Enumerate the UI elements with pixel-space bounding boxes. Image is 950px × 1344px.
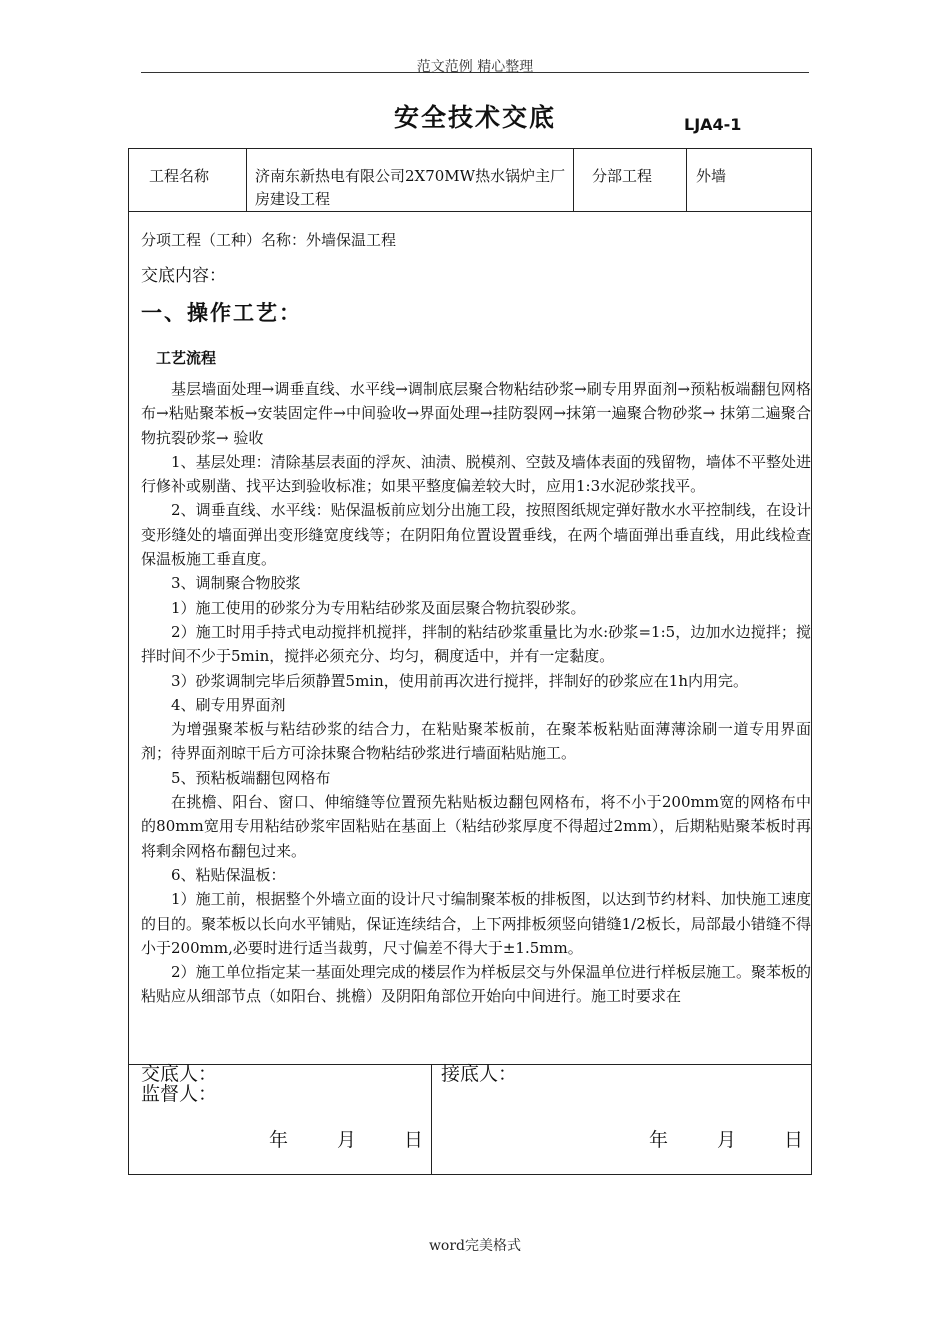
supervisor-label: 监督人：: [141, 1083, 218, 1105]
division-label: 分部工程: [592, 167, 653, 185]
header-rule: [141, 72, 809, 73]
briefing-table: [128, 148, 812, 1175]
paragraph: 4、刷专用界面剂: [171, 695, 286, 714]
subitem-name: 分项工程（工种）名称：外墙保温工程: [141, 231, 397, 249]
paragraph: 3、调制聚合物胶浆: [171, 574, 301, 593]
content-body: [141, 377, 811, 1009]
paragraph: 为增强聚苯板与粘结砂浆的结合力，在粘贴聚苯板前，在聚苯板粘贴面薄薄涂刷一道专用界面剂；待界面剂晾干后方可涂抹聚合物粘结砂浆进行墙面粘贴施工。: [141, 720, 811, 763]
paragraph: 1）施工使用的砂浆分为专用粘结砂浆及面层聚合物抗裂砂浆。: [171, 598, 586, 617]
page-footer: word完美格式: [428, 1238, 522, 1254]
col-divider: [573, 149, 574, 211]
presenter-label: 交底人：: [141, 1063, 218, 1085]
paragraph: 在挑檐、阳台、窗口、伸缩缝等位置预先粘贴板边翻包网格布，将不小于200mm宽的网格布中的80mm宽用专用粘结砂浆牢固粘贴在基面上（粘结砂浆厚度不得超过2mm），后期粘贴聚苯板时再将剩余网格布翻包过来。: [141, 793, 811, 860]
paragraph: 2）施工时用手持式电动搅拌机搅拌，拌制的粘结砂浆重量比为水:砂浆=1:5，边加水边搅拌；搅拌时间不少于5min，搅拌必须充分、均匀，稠度适中，并有一定黏度。: [141, 622, 811, 666]
paragraph: 5、预粘板端翻包网格布: [171, 768, 331, 787]
date-day: 日: [784, 1129, 804, 1151]
document-title: 安全技术交底: [393, 103, 556, 132]
date-day: 日: [404, 1129, 424, 1151]
project-name-label: 工程名称: [149, 167, 210, 185]
date-month: 月: [717, 1129, 737, 1151]
col-divider: [246, 149, 247, 211]
paragraph: 3）砂浆调制完毕后须静置5min，使用前再次进行搅拌，拌制好的砂浆应在1h内用完。: [171, 671, 748, 690]
date-month: 月: [337, 1129, 357, 1151]
paragraph: 1、基层处理：清除基层表面的浮灰、油渍、脱模剂、空鼓及墙体表面的残留物，墙体不平整处进行修补或剔凿、找平达到验收标准；如果平整度偏差较大时，应用1:3水泥砂浆找平。: [141, 452, 811, 496]
content-label: 交底内容：: [141, 266, 226, 286]
date-year: 年: [649, 1129, 669, 1151]
section-title: 一、操作工艺：: [141, 300, 302, 325]
process-flow-heading: 工艺流程: [156, 349, 217, 367]
row-divider: [129, 211, 811, 212]
paragraph: 2）施工单位指定某一基面处理完成的楼层作为样板层交与外保温单位进行样板层施工。聚苯板的粘贴应从细部节点（如阳台、挑檐）及阴阳角部位开始向中间进行。施工时要求在: [141, 963, 811, 1006]
paragraph: 1）施工前，根据整个外墙立面的设计尺寸编制聚苯板的排板图，以达到节约材料、加快施工速度的目的。聚苯板以长向水平铺贴，保证连续结合，上下两排板须竖向错缝1/2板长，局部最小错缝不得小于200mm,必要时进行适当裁剪，尺寸偏差不得大于±1.5mm。: [141, 890, 811, 957]
paragraph: 2、调垂直线、水平线：贴保温板前应划分出施工段，按照图纸规定弹好散水水平控制线，在设计变形缝处的墙面弹出变形缝宽度线等；在阴阳角位置设置垂线，在两个墙面弹出垂直线，用此线检查保温板施工垂直度。: [141, 501, 811, 569]
date-year: 年: [269, 1129, 289, 1151]
page-header: 范文范例 精心整理: [416, 59, 534, 75]
paragraph: 6、粘贴保温板：: [171, 865, 286, 884]
project-name-value: 济南东新热电有限公司2X70MW热水锅炉主厂房建设工程: [255, 167, 566, 208]
division-value: 外墙: [696, 167, 727, 185]
document-code: LJA4-1: [684, 115, 742, 134]
receiver-label: 接底人：: [441, 1063, 518, 1085]
col-divider: [686, 149, 687, 211]
paragraph: 基层墙面处理→调垂直线、水平线→调制底层聚合物粘结砂浆→刷专用界面剂→预粘板端翻包网格布→粘贴聚苯板→安装固定件→中间验收→界面处理→挂防裂网→抹第一遍聚合物砂浆→ 抹第二遍聚合物抗裂砂浆→ 验收: [141, 380, 811, 447]
col-divider: [431, 1064, 432, 1175]
